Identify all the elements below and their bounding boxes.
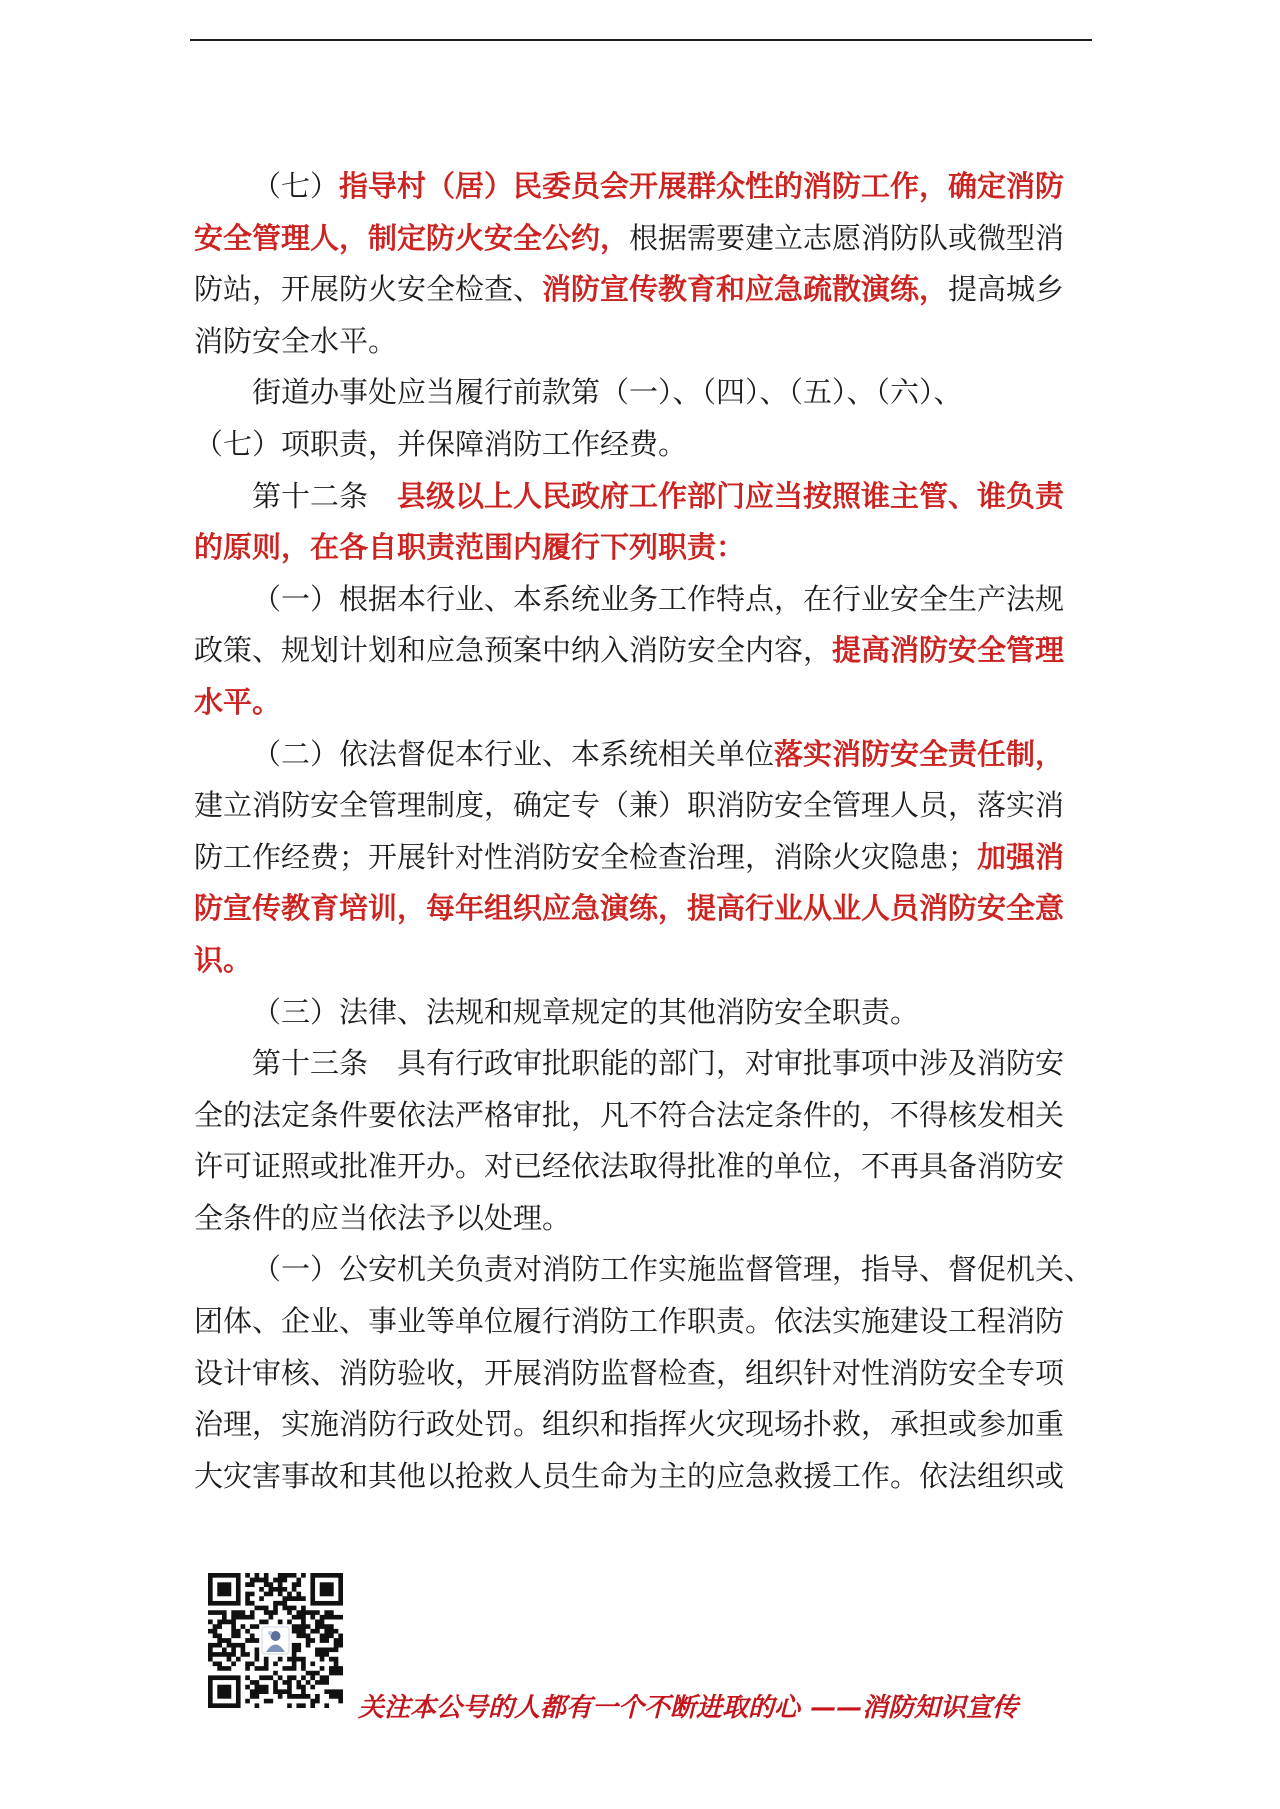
text-line: [194, 471, 1194, 523]
text-segment: 设计审核、消防验收，开展消防监督检查，组织针对性消防安全专项: [194, 1355, 1065, 1390]
text-segment: 政策、规划计划和应急预案中纳入消防安全内容，: [194, 633, 833, 668]
text-segment: 全的法定条件要依法严格审批，凡不符合法定条件的，不得核发相关: [194, 1097, 1065, 1132]
text-segment: 全条件的应当依法予以处理。: [194, 1200, 572, 1235]
qr-finder-square: [217, 1685, 231, 1699]
text-segment: 消防安全水平。: [194, 323, 398, 358]
emphasized-text: 县级以上人民政府工作部门应当按照谁主管、谁负责: [397, 478, 1065, 513]
text-line: [194, 574, 1194, 626]
text-line: [194, 161, 1194, 213]
header-rule: [190, 39, 1092, 41]
text-line: [194, 419, 1194, 471]
text-line: [194, 1141, 1194, 1193]
qr-logo: [262, 1627, 289, 1654]
qr-code-icon: [208, 1573, 343, 1708]
emphasized-text: 落实消防安全责任制，: [774, 736, 1065, 771]
text-segment: （二）依法督促本行业、本系统相关单位: [252, 736, 775, 771]
emphasized-text: 加强消: [977, 839, 1065, 874]
document-body: [194, 161, 1194, 1502]
slogan-signature: ——消防知识宣传: [810, 1693, 1019, 1723]
text-line: [194, 625, 1194, 677]
footer-slogan: [358, 1692, 1018, 1724]
text-line: [194, 1296, 1194, 1348]
text-segment: （一）公安机关负责对消防工作实施监督管理，指导、督促机关、: [252, 1252, 1094, 1287]
emphasized-text: 消防宣传教育和应急疏散演练，: [542, 272, 949, 307]
text-line: [194, 1038, 1194, 1090]
text-line: [194, 883, 1194, 935]
text-segment: 建立消防安全管理制度，确定专（兼）职消防安全管理人员，落实消: [194, 788, 1065, 823]
text-segment: 防工作经费；开展针对性消防安全检查治理，消除火灾隐患；: [194, 839, 978, 874]
text-segment: 大灾害事故和其他以抢救人员生命为主的应急救援工作。依法组织或: [194, 1458, 1065, 1493]
text-segment: 根据需要建立志愿消防队或微型消: [629, 220, 1065, 255]
text-segment: （三）法律、法规和规章规定的其他消防安全职责。: [252, 994, 920, 1029]
text-line: [194, 1451, 1194, 1503]
text-segment: （一）根据本行业、本系统业务工作特点，在行业安全生产法规: [252, 581, 1065, 616]
emphasized-text: 安全管理人，制定防火安全公约，: [194, 220, 630, 255]
text-segment: 团体、企业、事业等单位履行消防工作职责。依法实施建设工程消防: [194, 1304, 1065, 1339]
text-line: [194, 316, 1194, 368]
text-line: [194, 677, 1194, 729]
text-line: [194, 1193, 1194, 1245]
emphasized-text: 水平。: [194, 684, 282, 719]
emphasized-text: 防宣传教育培训，每年组织应急演练，提高行业从业人员消防安全意: [194, 891, 1065, 926]
emphasized-text: 识。: [194, 942, 253, 977]
article-number: 第十二条: [252, 478, 398, 513]
text-line: [194, 1090, 1194, 1142]
text-segment: 许可证照或批准开办。对已经依法取得批准的单位，不再具备消防安: [194, 1149, 1065, 1184]
paragraph-number: （七）: [252, 169, 340, 203]
emphasized-text: 提高消防安全管理: [832, 633, 1065, 668]
text-line: [194, 729, 1194, 781]
text-line: [194, 935, 1194, 987]
text-line: [194, 1399, 1194, 1451]
emphasized-text: 指导村（居）民委员会开展群众性的消防工作，确定消防: [339, 169, 1065, 203]
text-segment: 防站，开展防火安全检查、: [194, 272, 543, 307]
text-line: [194, 522, 1194, 574]
text-segment: 治理，实施消防行政处罚。组织和指挥火灾现场扑救，承担或参加重: [194, 1407, 1065, 1442]
emphasized-text: 的原则，在各自职责范围内履行下列职责：: [194, 530, 746, 565]
text-line: [194, 213, 1194, 265]
text-segment: 提高城乡: [948, 272, 1065, 307]
text-line: [194, 1348, 1194, 1400]
text-line: [194, 987, 1194, 1039]
text-line: [194, 367, 1194, 419]
slogan-text: 关注本公号的人都有一个不断进取的心: [358, 1693, 801, 1723]
qr-finder-square: [320, 1582, 334, 1596]
text-line: [194, 780, 1194, 832]
text-segment: 第十三条 具有行政审批职能的部门，对审批事项中涉及消防安: [252, 1046, 1065, 1081]
text-segment: （七）项职责，并保障消防工作经费。: [194, 426, 688, 461]
text-line: [194, 832, 1194, 884]
qr-finder-square: [217, 1582, 231, 1596]
text-line: [194, 1244, 1194, 1296]
text-segment: 街道办事处应当履行前款第（一）、（四）、（五）、（六）、: [252, 375, 963, 410]
text-line: [194, 264, 1194, 316]
